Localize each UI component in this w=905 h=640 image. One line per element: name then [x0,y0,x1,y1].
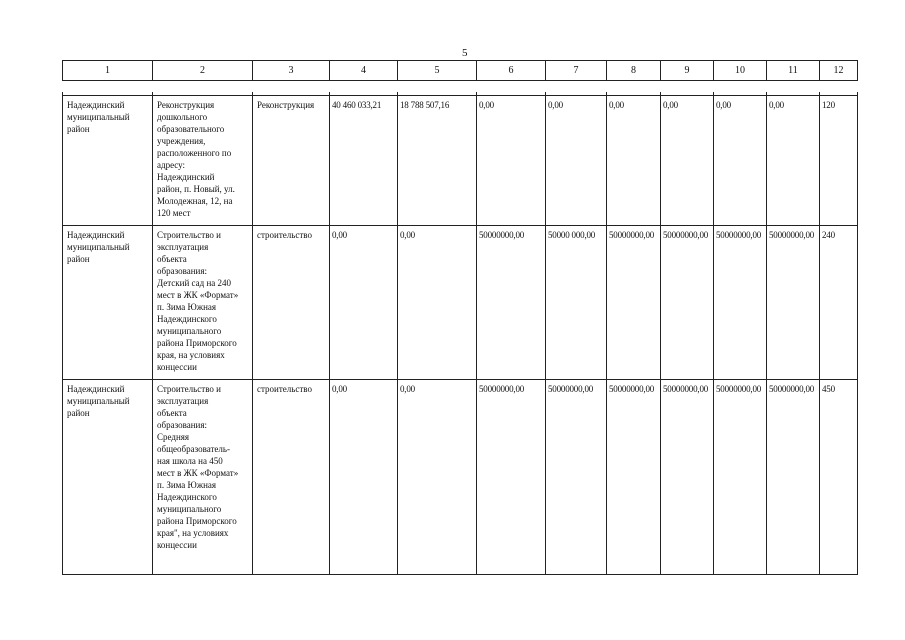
district-cell: Надеждинский муниципальный район [63,380,153,575]
value-cell: 50000000,00 [661,226,714,380]
column-number: 5 [398,61,477,81]
work-type-cell: строительство [253,226,330,380]
column-number: 6 [477,61,546,81]
work-type-cell: Реконструкция [253,96,330,226]
column-number: 11 [767,61,820,81]
value-cell: 50000000,00 [714,226,767,380]
value-cell: 0,00 [607,96,661,226]
value-cell: 50000000,00 [477,226,546,380]
capacity-cell: 240 [820,226,858,380]
column-number: 1 [63,61,153,81]
value-cell: 50000000,00 [477,380,546,575]
capacity-cell: 120 [820,96,858,226]
column-number: 3 [253,61,330,81]
district-cell: Надеждинский муниципальный район [63,226,153,380]
value-cell: 0,00 [546,96,607,226]
value-cell: 50000000,00 [767,226,820,380]
object-description-cell: Строительство и эксплуатация объекта образования: Средняя общеобразователь- ная школа на 450 мест в ЖК «Формат» п. Зима Южная Надеждинского муниципального района Приморского края", на условиях концессии [153,380,253,575]
header-row [63,61,858,81]
value-cell: 0,00 [477,96,546,226]
object-description-cell: Реконструкция дошкольного образовательного учреждения, расположенного по адресу: Надеждинский район, п. Новый, ул. Молодежная, 12, на 120 мест [153,96,253,226]
value-cell: 50000000,00 [714,380,767,575]
value-cell: 18 788 507,16 [398,96,477,226]
object-description-cell: Строительство и эксплуатация объекта образования: Детский сад на 240 мест в ЖК «Формат» п. Зима Южная Надеждинского муниципального района Приморского края, на условиях концессии [153,226,253,380]
page-number: 5 [462,47,468,59]
value-cell: 50000000,00 [607,226,661,380]
value-cell: 50000000,00 [767,380,820,575]
column-number: 8 [607,61,661,81]
work-type-cell: строительство [253,380,330,575]
value-cell: 40 460 033,21 [330,96,398,226]
column-number: 12 [820,61,858,81]
value-cell: 0,00 [330,380,398,575]
value-cell: 0,00 [398,226,477,380]
capacity-cell: 450 [820,380,858,575]
column-number: 4 [330,61,398,81]
value-cell: 50000000,00 [607,380,661,575]
data-table [62,92,858,575]
table-row [63,380,858,575]
value-cell: 0,00 [330,226,398,380]
column-number: 9 [661,61,714,81]
value-cell: 0,00 [661,96,714,226]
column-number: 7 [546,61,607,81]
value-cell: 50000000,00 [661,380,714,575]
value-cell: 0,00 [767,96,820,226]
value-cell: 0,00 [714,96,767,226]
column-number: 10 [714,61,767,81]
district-cell: Надеждинский муниципальный район [63,96,153,226]
table-row [63,96,858,226]
value-cell: 0,00 [398,380,477,575]
column-number: 2 [153,61,253,81]
value-cell: 50000000,00 [546,380,607,575]
table-row [63,226,858,380]
column-number-header [62,60,858,81]
value-cell: 50000 000,00 [546,226,607,380]
